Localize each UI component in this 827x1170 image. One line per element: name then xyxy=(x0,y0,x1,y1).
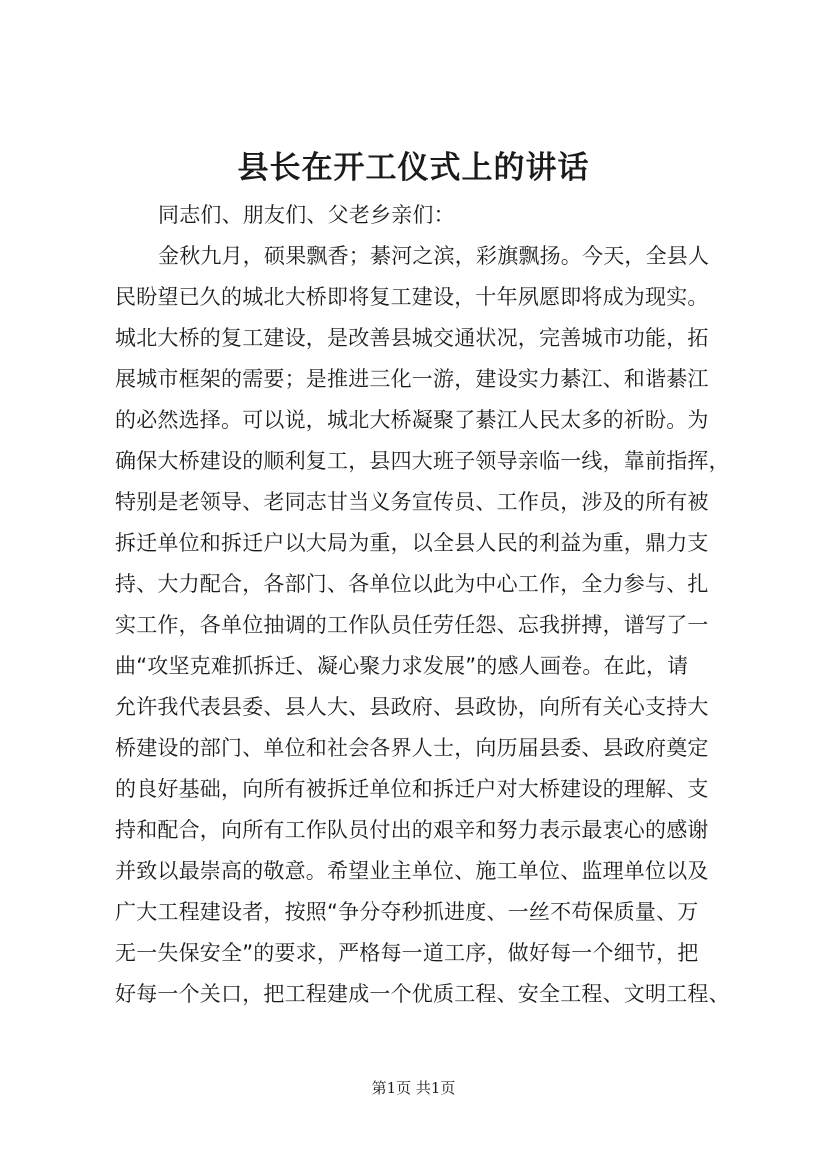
paragraph-line: 持和配合，向所有工作队员付出的艰辛和努力表示最衷心的感谢 xyxy=(115,818,709,842)
paragraph-line: 的良好基础，向所有被拆迁单位和拆迁户对大桥建设的理解、支 xyxy=(115,777,709,801)
paragraph-line: 持、大力配合，各部门、各单位以此为中心工作，全力参与、扎 xyxy=(115,572,709,596)
paragraph-line: 特别是老领导、老同志甘当义务宣传员、工作员，涉及的所有被 xyxy=(115,490,709,514)
paragraph-line: 民盼望已久的城北大桥即将复工建设，十年夙愿即将成为现实。 xyxy=(115,285,709,309)
paragraph-line: 金秋九月，硕果飘香；綦河之滨，彩旗飘扬。今天，全县人 xyxy=(158,244,710,268)
paragraph-line: 并致以最崇高的敬意。希望业主单位、施工单位、监理单位以及 xyxy=(115,859,709,883)
greeting-line: 同志们、朋友们、父老乡亲们： xyxy=(158,203,455,227)
paragraph-line: 允许我代表县委、县人大、县政府、县政协，向所有关心支持大 xyxy=(115,695,709,719)
paragraph-line: 的必然选择。可以说，城北大桥凝聚了綦江人民太多的祈盼。为 xyxy=(115,408,709,432)
paragraph-line: 曲“攻坚克难抓拆迁、凝心聚力求发展”的感人画卷。在此，请 xyxy=(115,654,689,678)
paragraph-line: 展城市框架的需要；是推进三化一游，建设实力綦江、和谐綦江 xyxy=(115,367,709,391)
paragraph-line: 实工作，各单位抽调的工作队员任劳任怨、忘我拼搏，谱写了一 xyxy=(115,613,709,637)
document-title: 县长在开工仪式上的讲话 xyxy=(237,150,590,186)
page-number-footer: 第1页 共1页 xyxy=(371,1079,456,1097)
paragraph-line: 拆迁单位和拆迁户以大局为重，以全县人民的利益为重，鼎力支 xyxy=(115,531,709,555)
paragraph-line: 好每一个关口，把工程建成一个优质工程、安全工程、文明工程、 xyxy=(115,982,730,1006)
paragraph-line: 桥建设的部门、单位和社会各界人士，向历届县委、县政府奠定 xyxy=(115,736,709,760)
paragraph-line: 广大工程建设者，按照“争分夺秒抓进度、一丝不苟保质量、万 xyxy=(115,900,699,924)
paragraph-line: 无一失保安全”的要求，严格每一道工序，做好每一个细节，把 xyxy=(115,941,699,965)
paragraph-line: 城北大桥的复工建设，是改善县城交通状况，完善城市功能，拓 xyxy=(115,326,709,350)
paragraph-line: 确保大桥建设的顺利复工，县四大班子领导亲临一线，靠前指挥， xyxy=(115,449,730,473)
